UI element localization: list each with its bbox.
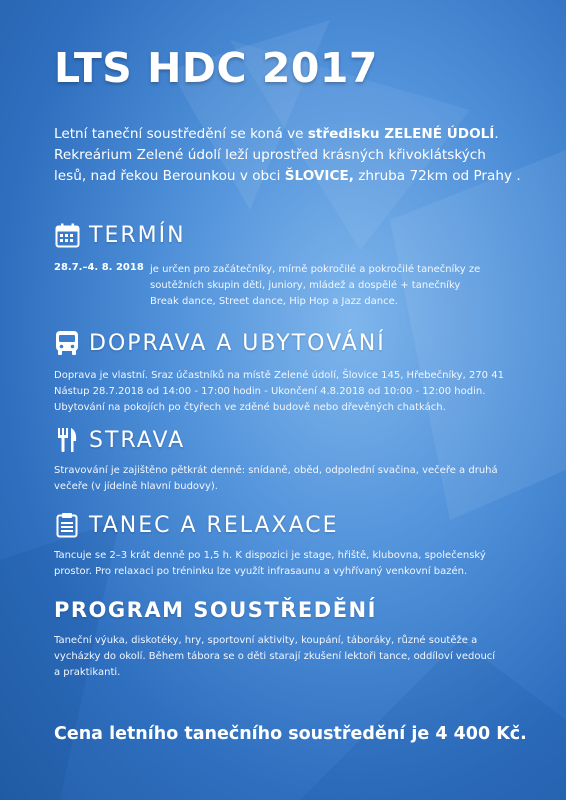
calendar-icon xyxy=(54,222,80,248)
termin-title: TERMÍN xyxy=(89,222,186,248)
program-text xyxy=(54,633,524,681)
price-text: Cena letního tanečního soustředění je 4 400 Kč. xyxy=(54,724,527,744)
strava-title: STRAVA xyxy=(89,427,186,453)
section-program-heading xyxy=(54,598,377,622)
program-line: vycházky do okolí. Během tábora se o děti starají zkušení lektoři tance, oddíloví vedoucí xyxy=(54,651,496,662)
doprava-line: Doprava je vlastní. Sraz účastníků na místě Zelené údolí, Šlovice 145, Hřebečníky, 270 41 xyxy=(54,370,504,381)
program-title: PROGRAM SOUSTŘEDĚNÍ xyxy=(54,598,377,622)
intro-venue: středisku ZELENÉ ÚDOLÍ xyxy=(307,126,495,142)
intro-line-3-end: zhruba 72km od Prahy . xyxy=(353,168,521,184)
termin-line: Break dance, Street dance, Hip Hop a Jazz dance. xyxy=(150,296,398,307)
section-strava-heading xyxy=(54,427,185,453)
termin-line: je určen pro začátečníky, mírně pokročilé a pokročilé tanečníky ze xyxy=(150,264,481,275)
strava-line: Stravování je zajištěno pětkrát denně: snídaně, oběd, odpolední svačina, večeře a druhá xyxy=(54,465,498,476)
bus-icon xyxy=(54,330,80,356)
intro-village: ŠLOVICE, xyxy=(284,168,354,184)
intro-line-2: Rekreárium Zelené údolí leží uprostřed krásných křivoklátských xyxy=(54,147,486,163)
doprava-text xyxy=(54,368,534,416)
tanec-line: Tancuje se 2–3 krát denně po 1,5 h. K dispozici je stage, hřiště, klubovna, společenský xyxy=(54,550,486,561)
termin-date: 28.7.–4. 8. 2018 xyxy=(54,262,144,273)
doprava-line: Ubytování na pokojích po čtyřech ve zděné budově nebo dřevěných chatkách. xyxy=(54,402,446,413)
intro-line-1-end: . xyxy=(494,126,499,142)
intro-text xyxy=(54,124,544,187)
section-tanec-heading xyxy=(54,512,339,538)
cutlery-icon xyxy=(54,427,80,453)
intro-line-3: lesů, nad řekou Berounkou v obci xyxy=(54,168,285,184)
termin-line: soutěžních skupin děti, juniory, mládež a dospělé + tanečníky xyxy=(150,280,461,291)
intro-line-1: Letní taneční soustředění se koná ve xyxy=(54,126,308,142)
strava-text xyxy=(54,463,524,495)
program-line: a praktikanti. xyxy=(54,667,121,678)
tanec-text xyxy=(54,548,524,580)
doprava-line: Nástup 28.7.2018 od 14:00 - 17:00 hodin - Ukončení 4.8.2018 od 10:00 - 12:00 hodin. xyxy=(54,386,486,397)
page-title: LTS HDC 2017 xyxy=(54,44,378,92)
doprava-title: DOPRAVA A UBYTOVÁNÍ xyxy=(89,330,386,356)
section-termin-heading xyxy=(54,222,186,248)
clipboard-icon xyxy=(54,512,80,538)
termin-text xyxy=(150,262,530,310)
program-line: Taneční výuka, diskotéky, hry, sportovní aktivity, koupání, táboráky, různé soutěže a xyxy=(54,635,478,646)
tanec-title: TANEC A RELAXACE xyxy=(89,512,339,538)
strava-line: večeře (v jídelně hlavní budovy). xyxy=(54,481,218,492)
section-doprava-heading xyxy=(54,330,386,356)
tanec-line: prostor. Pro relaxaci po tréninku lze využít infrasaunu a vyhřívaný venkovní bazén. xyxy=(54,566,468,577)
